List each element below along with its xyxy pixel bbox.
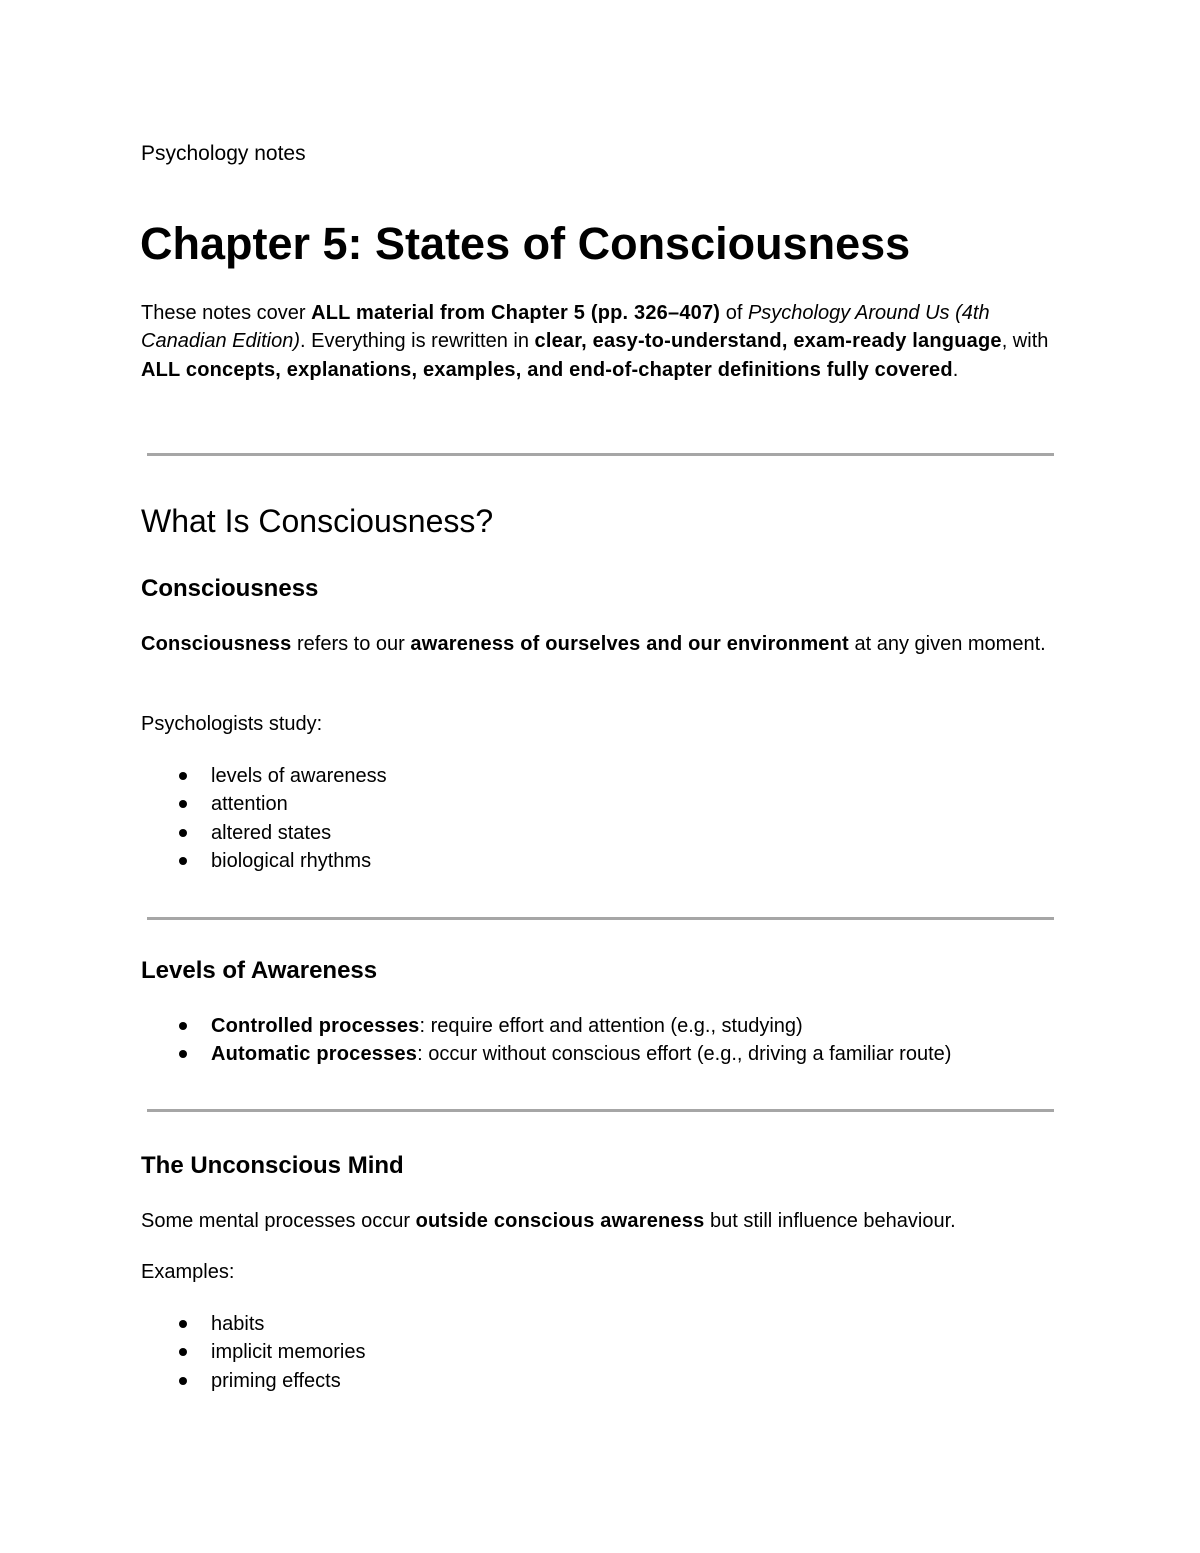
subheading-consciousness: Consciousness — [141, 575, 319, 602]
bullet-icon — [179, 1050, 187, 1058]
examples-list — [141, 1310, 365, 1395]
section-heading-what-is-consciousness: What Is Consciousness? — [141, 503, 494, 539]
list-item: Controlled processes: require effort and attention (e.g., studying) — [141, 1012, 951, 1040]
unconscious-paragraph: Some mental processes occur outside conscious awareness but still influence behaviour. — [141, 1210, 956, 1232]
study-list — [141, 762, 387, 876]
chapter-heading: Chapter 5: States of Consciousness — [140, 218, 911, 269]
bullet-icon — [179, 1320, 187, 1328]
bullet-icon — [179, 829, 187, 837]
list-item: attention — [141, 790, 387, 818]
list-item: Automatic processes: occur without conscious effort (e.g., driving a familiar route) — [141, 1040, 951, 1068]
bullet-icon — [179, 772, 187, 780]
horizontal-divider — [147, 917, 1054, 920]
bullet-icon — [179, 1022, 187, 1030]
list-item: priming effects — [141, 1367, 365, 1395]
horizontal-divider — [147, 453, 1054, 456]
list-item: habits — [141, 1310, 365, 1338]
horizontal-divider — [147, 1109, 1054, 1112]
section-heading-unconscious-mind: The Unconscious Mind — [141, 1152, 404, 1179]
list-item: biological rhythms — [141, 847, 387, 875]
bullet-icon — [179, 857, 187, 865]
bullet-icon — [179, 800, 187, 808]
levels-list — [141, 1012, 951, 1069]
list-item: levels of awareness — [141, 762, 387, 790]
bullet-icon — [179, 1348, 187, 1356]
document-title: Psychology notes — [141, 142, 306, 165]
intro-paragraph: These notes cover ALL material from Chapter 5 (pp. 326–407) of Psychology Around Us (4th Canadian Edition). Everything is rewritten in clear, easy-to-understand, exam-ready language, with ALL concepts, explanations, examples, and end-of-chapter definitions fully covered. — [141, 302, 1049, 381]
list-item: altered states — [141, 819, 387, 847]
examples-intro: Examples: — [141, 1261, 235, 1283]
list-item: implicit memories — [141, 1338, 365, 1366]
bullet-icon — [179, 1377, 187, 1385]
section-heading-levels-of-awareness: Levels of Awareness — [141, 957, 378, 984]
consciousness-definition: Consciousness refers to our awareness of ourselves and our environment at any given moment. — [141, 633, 1046, 655]
study-intro: Psychologists study: — [141, 713, 323, 735]
